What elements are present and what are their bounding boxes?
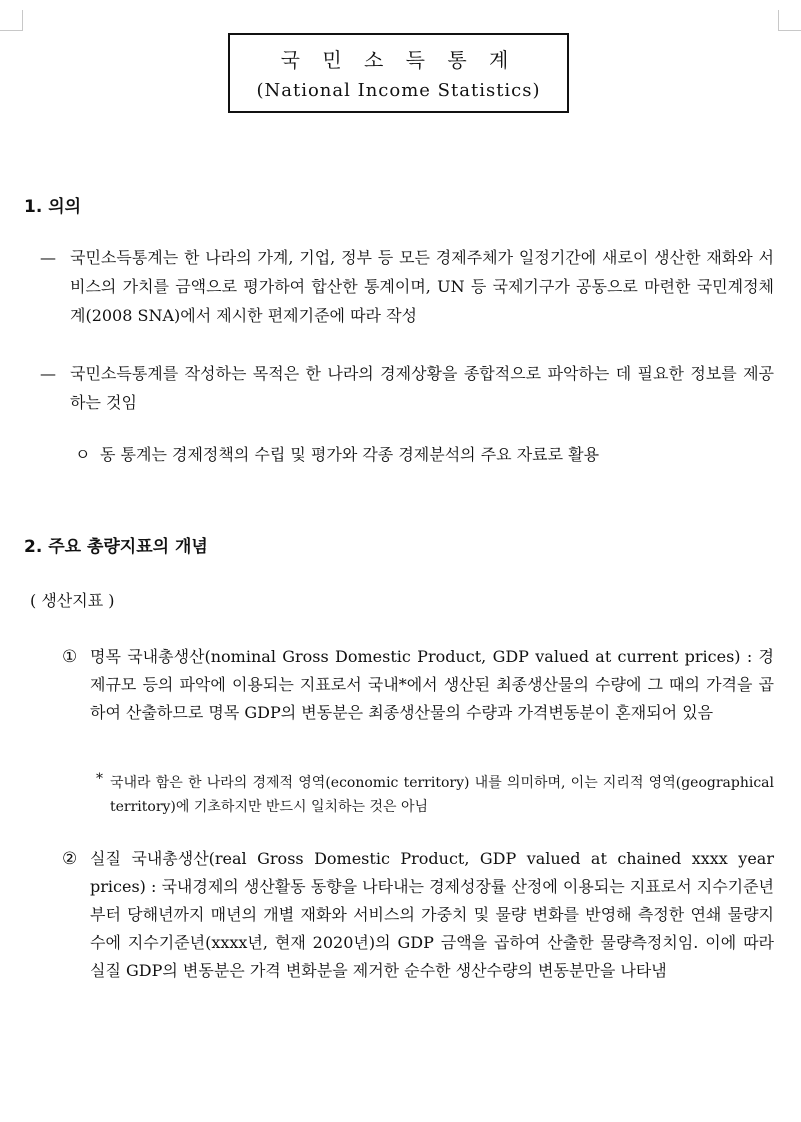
title-box bbox=[228, 33, 569, 113]
section1-heading: 1. 의의 bbox=[24, 197, 82, 217]
item1-number: ① bbox=[62, 647, 78, 667]
dash-marker-1: — bbox=[40, 248, 56, 267]
note-text: 국내라 함은 한 나라의 경제적 영역(economic territory) 내를 의미하며, 이는 지리적 영역(geographical territory)에 기초하지만 반드시 일치하는 것은 아님 bbox=[110, 775, 774, 815]
page-corner-mark-left bbox=[0, 10, 23, 31]
section2-heading: 2. 주요 총량지표의 개념 bbox=[24, 537, 208, 557]
bullet-o-marker: ㅇ bbox=[75, 445, 91, 464]
item2-text: 실질 국내총생산(real Gross Domestic Product, GDP valued at chained xxxx year prices) : 국내경제의 생산활동 동향을 나타내는 경제성장률 산정에 이용되는 지표로서 지수기준년부터 당해년까지 매년의 개별 재화와 서비스의 가중치 및 물량 변화를 반영해 측정한 연쇄 물량지수에 지수기준년(xxxx년, 현재 2020년)의 GDP 금액을 곱하여 산출한 물량측정치임. 이에 따라 실질 GDP의 변동분은 가격 변화분을 제거한 순수한 생산수량의 변동분만을 나타냄 bbox=[90, 849, 775, 980]
title-korean: 국 민 소 득 통 계 bbox=[280, 48, 517, 72]
note-star: * bbox=[96, 771, 103, 787]
section1-sub-bullet: 동 통계는 경제정책의 수립 및 평가와 각종 경제분석의 주요 자료로 활용 bbox=[100, 445, 600, 464]
item2-number: ② bbox=[62, 849, 78, 869]
section1-paragraph2: 국민소득통계를 작성하는 목적은 한 나라의 경제상황을 종합적으로 파악하는 데 필요한 정보를 제공하는 것임 bbox=[70, 364, 774, 412]
page-corner-mark-right bbox=[778, 10, 801, 31]
title-english: (National Income Statistics) bbox=[256, 80, 541, 101]
section1-paragraph1: 국민소득통계는 한 나라의 가계, 기업, 정부 등 모든 경제주체가 일정기간에 새로이 생산한 재화와 서비스의 가치를 금액으로 평가하여 합산한 통계이며, UN 등 국제기구가 공동으로 마련한 국민계정체계(2008 SNA)에서 제시한 편제기준에 따라 작성 bbox=[70, 248, 774, 325]
item1-text: 명목 국내총생산(nominal Gross Domestic Product, GDP valued at current prices) : 경제규모 등의 파악에 이용되는 지표로서 국내*에서 생산된 최종생산물의 수량에 그 때의 가격을 곱하여 산출하므로 명목 GDP의 변동분은 최종생산물의 수량과 가격변동분이 혼재되어 있음 bbox=[90, 647, 774, 722]
dash-marker-2: — bbox=[40, 364, 56, 383]
section2-subheading: ( 생산지표 ) bbox=[30, 591, 115, 610]
